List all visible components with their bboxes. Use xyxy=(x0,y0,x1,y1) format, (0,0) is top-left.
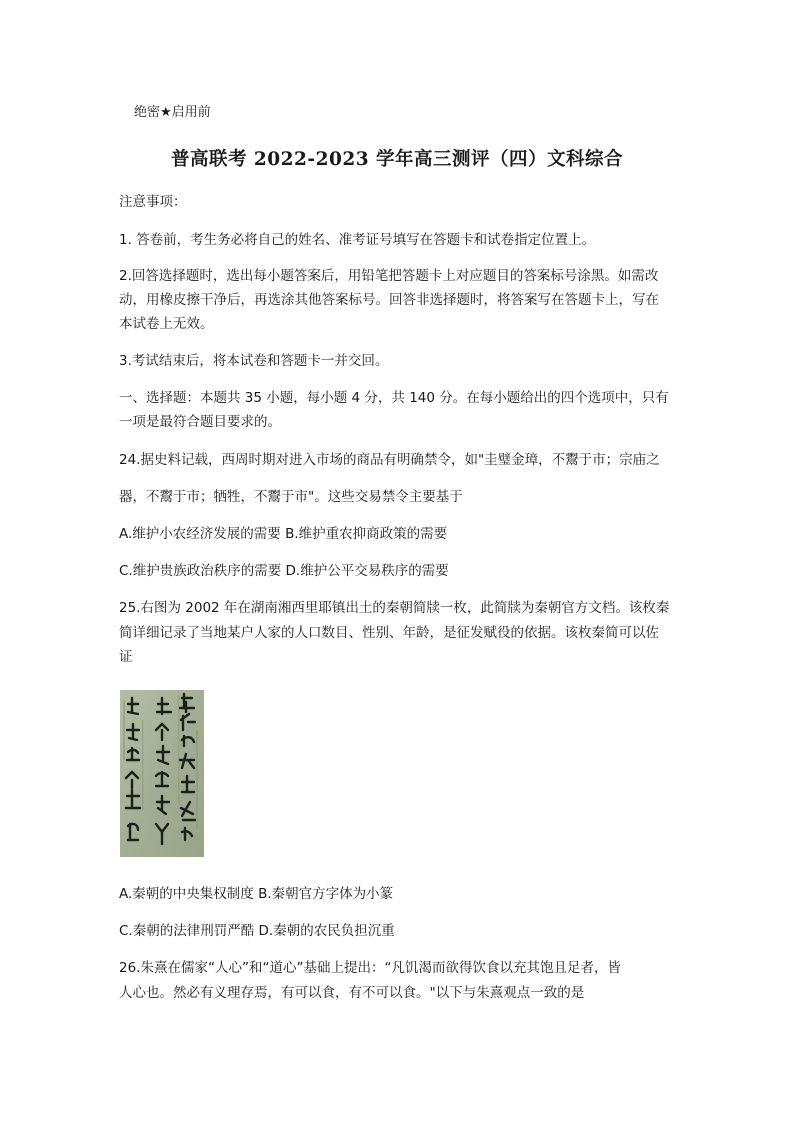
q24-stem-line-1: 24.据史料记载，西周时期对进入市场的商品有明确禁令，如"圭璧金璋，不鬻于市；宗庙之 xyxy=(119,452,660,468)
q25-options-line-2: C.秦朝的法律刑罚严酷 D.秦朝的农民负担沉重 xyxy=(119,923,395,939)
section-intro-line-1: 一、选择题：本题共 35 小题，每小题 4 分，共 140 分。在每小题给出的四个选项中，只有 xyxy=(119,390,669,406)
bamboo-slip-photo-icon xyxy=(120,690,204,857)
q25-options-line-1: A.秦朝的中央集权制度 B.秦朝官方字体为小篆 xyxy=(119,886,394,902)
notice-item-1: 1. 答卷前，考生务必将自己的姓名、准考证号填写在答题卡和试卷指定位置上。 xyxy=(119,232,596,248)
section-intro-line-2: 一项是最符合题目要求的。 xyxy=(119,414,281,430)
q25-stem-line-1: 25.右图为 2002 年在湖南湘西里耶镇出土的秦朝简牍一枚，此简牍为秦朝官方文档。该枚秦 xyxy=(119,600,670,616)
notice-heading: 注意事项： xyxy=(119,194,187,210)
notice-item-3: 3.考试结束后，将本试卷和答题卡一并交回。 xyxy=(119,353,389,369)
q25-stem-line-2: 简详细记录了当地某户人家的人口数目、性别、年龄，是征发赋役的依据。该枚秦简可以佐 xyxy=(119,625,659,641)
q24-stem-line-2: 器，不鬻于市；牺牲，不鬻于市"。这些交易禁令主要基于 xyxy=(119,489,463,505)
q26-stem-line-2: 人心也。然必有义理存焉，有可以食，有不可以食。"以下与朱熹观点一致的是 xyxy=(119,985,585,1001)
page-title: 普高联考 2022-2023 学年高三测评（四）文科综合 xyxy=(170,149,624,170)
q24-options-line-2: C.维护贵族政治秩序的需要 D.维护公平交易秩序的需要 xyxy=(119,563,449,579)
q25-stem-line-3: 证 xyxy=(119,649,133,665)
q24-options-line-1: A.维护小农经济发展的需要 B.维护重农抑商政策的需要 xyxy=(119,526,448,542)
notice-item-2-line-3: 本试卷上无效。 xyxy=(119,316,214,332)
notice-item-2-line-2: 动，用橡皮擦干净后，再选涂其他答案标号。回答非选择题时，将答案写在答题卡上，写在 xyxy=(119,292,659,308)
secret-label: 绝密★启用前 xyxy=(134,105,211,120)
notice-item-2-line-1: 2.回答选择题时，选出每小题答案后，用铅笔把答题卡上对应题目的答案标号涂黑。如需改 xyxy=(119,268,659,284)
q26-stem-line-1: 26.朱熹在儒家“人心”和“道心”基础上提出：“凡饥渴而欲得饮食以充其饱且足者，皆 xyxy=(119,960,621,976)
